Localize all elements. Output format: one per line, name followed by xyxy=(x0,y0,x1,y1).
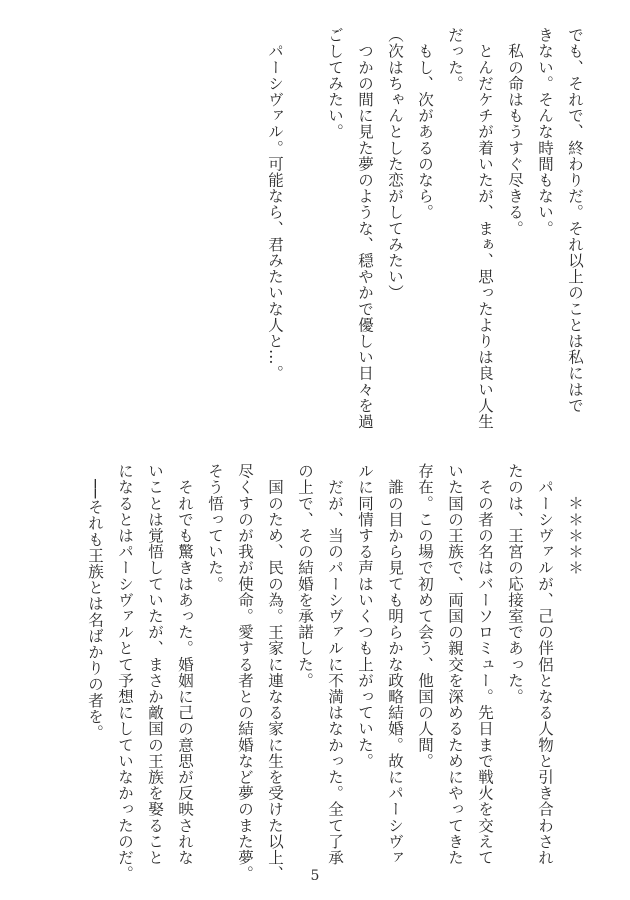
text-line: きない。そんな時間もない。 xyxy=(536,27,554,237)
text-line: いた国の王族で、両国の親交を深めるためにやってきた xyxy=(446,463,464,866)
text-line: ルに同情する声はいくつも上がっていた。 xyxy=(356,463,374,769)
text-line: もし、次があるのなら。 xyxy=(416,27,434,221)
page-number: 5 xyxy=(310,868,320,884)
text-line: 国のため、民の為。王家に連なる家に生を受けた以上、 xyxy=(266,463,284,882)
text-line: 誰の目から見ても明らかな政略結婚。故にパーシヴァ xyxy=(386,463,404,866)
section-break: ＊＊＊＊＊ xyxy=(566,463,584,576)
text-line: になるとはパーシヴァルとて予想にしていなかったのだ。 xyxy=(116,463,134,882)
text-line: ──それも王族とは名ばかりの者を。 xyxy=(86,463,104,741)
text-line: その者の名はバーソロミュー。先日まで戦火を交えて xyxy=(476,463,494,866)
text-line: の上で、その結婚を承諾した。 xyxy=(296,463,314,689)
text-line: たのは、王宮の応接室であった。 xyxy=(506,463,524,705)
text-line: 私の命はもうすぐ尽きる。 xyxy=(506,27,524,237)
text-line: 尽くすのが我が使命。愛する者との結婚など夢のまた夢。 xyxy=(236,463,254,882)
blank-line xyxy=(290,27,320,430)
text-line: そう悟っていた。 xyxy=(206,463,224,592)
text-line: いことは覚悟していたが、まさか敵国の王族を娶ること xyxy=(146,463,164,866)
text-line: だが、当のパーシヴァルに不満はなかった。全て了承 xyxy=(326,463,344,866)
text-line: でも、それで、終わりだ。それ以上のことは私にはで xyxy=(566,27,584,414)
text-line: ごしてみたい。 xyxy=(326,27,344,140)
text-line: それでも驚きはあった。婚姻に己の意思が反映されな xyxy=(176,463,194,866)
text-line: （次はちゃんとした恋がしてみたい） xyxy=(386,27,404,301)
text-line: だった。 xyxy=(446,27,464,92)
text-line: つかの間に見た夢のような、穏やかで優しい日々を過 xyxy=(356,27,374,430)
text-line: 存在。この場で初めて会う、他国の人間。 xyxy=(416,463,434,769)
text-line: とんだケチが着いたが、まぁ、思ったよりは良い人生 xyxy=(476,27,494,430)
text-line: パーシヴァルが、己の伴侶となる人物と引き合わされ xyxy=(536,463,554,866)
text-line: パーシヴァル。可能なら、君みたいな人と…。 xyxy=(266,27,284,382)
upper-text-column xyxy=(260,27,590,430)
lower-text-column xyxy=(80,463,590,882)
